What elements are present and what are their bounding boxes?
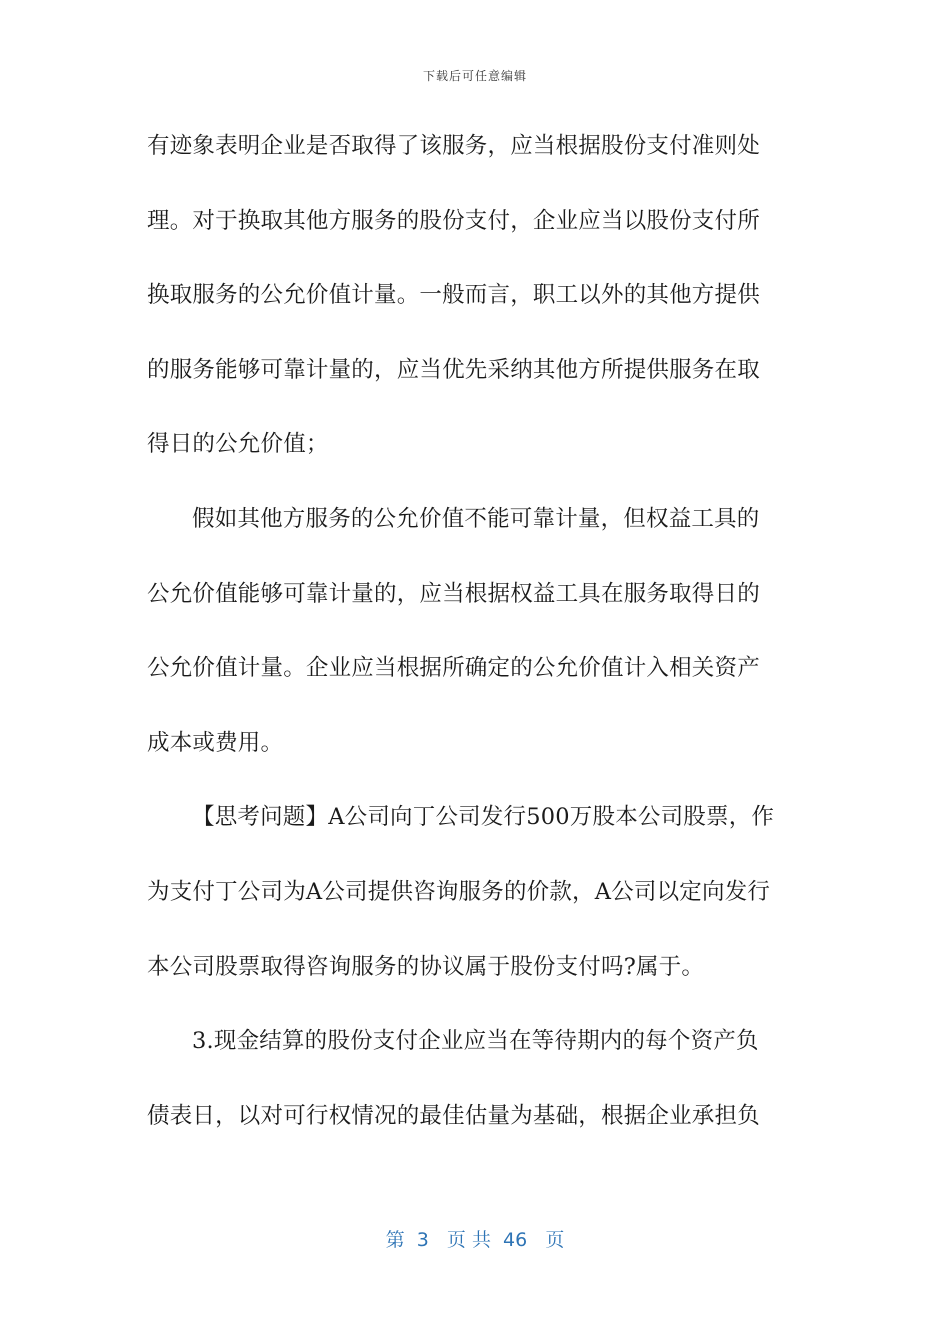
text-line: 公允价值能够可靠计量的，应当根据权益工具在服务取得日的 — [147, 580, 760, 607]
paragraph-start-line: 3.现金结算的股份支付企业应当在等待期内的每个资产负 — [192, 1028, 759, 1055]
text-line: 成本或费用。 — [147, 729, 284, 756]
page-number-footer: 第 3 页 共 46 页 — [385, 1229, 565, 1251]
paragraph-start-line: 假如其他方服务的公允价值不能可靠计量，但权益工具的 — [192, 505, 760, 532]
text-line: 公允价值计量。企业应当根据所确定的公允价值计入相关资产 — [147, 655, 760, 682]
text-line: 理。对于换取其他方服务的股份支付，企业应当以股份支付所 — [147, 207, 760, 234]
text-line: 得日的公允价值； — [147, 431, 329, 458]
paragraph-start-line: 【思考问题】A公司向丁公司发行500万股本公司股票，作 — [192, 804, 775, 831]
text-line: 的服务能够可靠计量的，应当优先采纳其他方所提供服务在取 — [147, 356, 760, 383]
page-header-note: 下载后可任意编辑 — [422, 69, 527, 83]
text-line: 债表日，以对可行权情况的最佳估量为基础，根据企业承担负 — [147, 1102, 760, 1129]
text-line: 换取服务的公允价值计量。一般而言，职工以外的其他方提供 — [147, 282, 760, 309]
document-body — [147, 118, 807, 1162]
text-line: 本公司股票取得咨询服务的协议属于股份支付吗?属于。 — [147, 953, 705, 980]
text-line: 为支付丁公司为A公司提供咨询服务的价款，A公司以定向发行 — [147, 878, 771, 905]
text-line: 有迹象表明企业是否取得了该服务，应当根据股份支付准则处 — [147, 133, 760, 159]
